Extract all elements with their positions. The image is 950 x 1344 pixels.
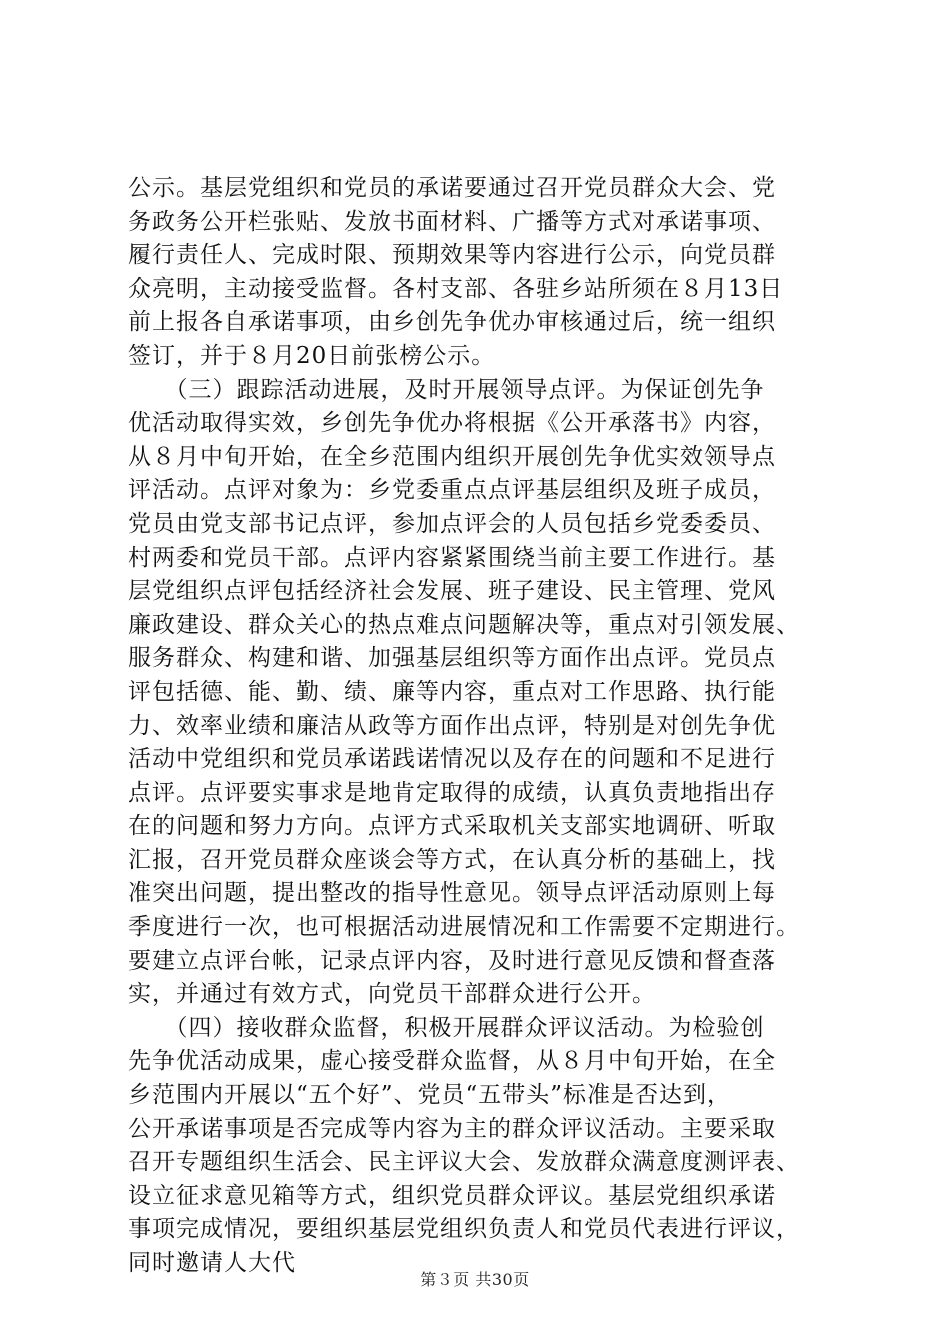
text-line: （三）跟踪活动进展，及时开展领导点评。为保证创先争 — [128, 376, 765, 403]
text-line: 力、效率业绩和廉洁从政等方面作出点评，特别是对创先争优 — [128, 712, 776, 739]
text-line: 乡范围内开展以“五个好”、党员“五带头”标准是否达到， — [128, 1082, 732, 1109]
text-line: 务政务公开栏张贴、发放书面材料、广播等方式对承诺事项、 — [128, 208, 776, 235]
text-line: 活动中党组织和党员承诺践诺情况以及存在的问题和不足进行 — [128, 746, 776, 773]
text-line: 在的问题和努力方向。点评方式采取机关支部实地调研、听取 — [128, 813, 776, 840]
text-line: 同时邀请人大代 — [128, 1250, 296, 1276]
text-line: 汇报，召开党员群众座谈会等方式，在认真分析的基础上，找 — [128, 846, 776, 873]
text-line: 众亮明，主动接受监督。各村支部、各驻乡站所须在８月13日 — [128, 275, 784, 302]
text-line: 评包括德、能、勤、绩、廉等内容，重点对工作思路、执行能 — [128, 678, 776, 705]
text-line: 优活动取得实效，乡创先争优办将根据《公开承落书》内容， — [128, 410, 776, 437]
text-line: 先争优活动成果，虚心接受群众监督，从８月中旬开始，在全 — [128, 1048, 776, 1075]
text-line: 履行责任人、完成时限、预期效果等内容进行公示，向党员群 — [128, 242, 776, 269]
text-line: 点评。点评要实事求是地肯定取得的成绩，认真负责地指出存 — [128, 779, 776, 806]
text-line: 准突出问题，提出整改的指导性意见。领导点评活动原则上每 — [128, 880, 776, 907]
text-line: 党员由党支部书记点评，参加点评会的人员包括乡党委委员、 — [128, 510, 776, 537]
text-line: 要建立点评台帐，记录点评内容，及时进行意见反馈和督查落 — [128, 947, 776, 974]
text-line: 层党组织点评包括经济社会发展、班子建设、民主管理、党风 — [128, 578, 776, 605]
text-line: 村两委和党员干部。点评内容紧紧围绕当前主要工作进行。基 — [128, 544, 776, 571]
text-line: 签订，并于８月20日前张榜公示。 — [128, 342, 496, 369]
text-line: 前上报各自承诺事项，由乡创先争优办审核通过后，统一组织 — [128, 309, 776, 336]
text-line: 公开承诺事项是否完成等内容为主的群众评议活动。主要采取 — [128, 1115, 776, 1142]
text-line: 事项完成情况，要组织基层党组织负责人和党员代表进行评议， — [128, 1216, 800, 1243]
text-line: 召开专题组织生活会、民主评议大会、发放群众满意度测评表、 — [128, 1149, 800, 1176]
text-line: （四）接收群众监督，积极开展群众评议活动。为检验创 — [128, 1014, 765, 1041]
text-line: 实，并通过有效方式，向党员干部群众进行公开。 — [128, 981, 656, 1008]
text-line: 设立征求意见箱等方式，组织党员群众评议。基层党组织承诺 — [128, 1182, 776, 1209]
text-line: 服务群众、构建和谐、加强基层组织等方面作出点评。党员点 — [128, 645, 776, 672]
text-line: 廉政建设、群众关心的热点难点问题解决等，重点对引领发展、 — [128, 611, 800, 638]
text-line: 从８月中旬开始，在全乡范围内组织开展创先争优实效领导点 — [128, 443, 776, 470]
page-footer: 第３页 共30页 — [420, 1270, 530, 1289]
text-line: 季度进行一次，也可根据活动进展情况和工作需要不定期进行。 — [128, 914, 800, 941]
text-line: 评活动。点评对象为：乡党委重点点评基层组织及班子成员， — [128, 477, 776, 504]
body-text — [128, 172, 828, 1281]
text-line: 公示。基层党组织和党员的承诺要通过召开党员群众大会、党 — [128, 175, 776, 201]
